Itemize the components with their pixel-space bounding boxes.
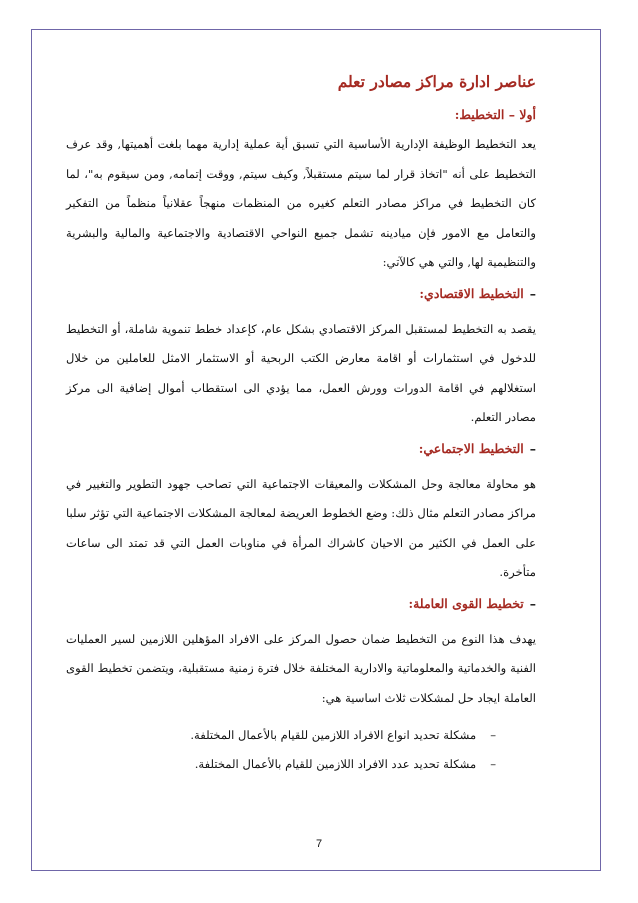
social-paragraph: هو محاولة معالجة وحل المشكلات والمعيقات الاجتماعية التي تصاحب جهود التطوير والتغيير في مراكز مصادر التعلم مثال ذلك: وضع الخطوط العريضة لمعالجة المشكلات الاجتماعية التي تؤثر سلبا على العمل في الكثير من الاحيان كاشراك المرأة في مناوبات العمل التي قد تمتد الى ساعات متأخرة. [66,476,536,579]
list-item-text: مشكلة تحديد انواع الافراد اللازمين للقيام بالأعمال المختلفة. [190,728,477,742]
page-number: 7 [315,838,323,850]
section-heading-planning: أولا – التخطيط: [454,107,536,122]
subheading-workforce [66,596,536,611]
workforce-paragraph: يهدف هذا النوع من التخطيط ضمان حصول المركز على الافراد المؤهلين اللازمين لسير العمليات الفنية والخدماتية والمعلوماتية والادارية المختلفة خلال فترة زمنية مستقبلية، ويتضمن تخطيط القوى العاملة ايجاد حل لمشكلات ثلاث اساسية هي: [66,631,536,705]
page-title: عناصر ادارة مراكز مصادر تعلم [337,72,536,91]
dash-marker: – [529,440,536,456]
subheading-social [66,441,536,456]
list-item [66,721,496,750]
economic-heading-text: التخطيط الاقتصادي: [419,285,524,301]
economic-paragraph: يقصد به التخطيط لمستقبل المركز الاقتصادي بشكل عام، كإعداد خطط تنموية شاملة، أو التخطيط للدخول في استثمارات أو اقامة معارض الكتب الربحية أو الاستثمار الامثل للعاملين من خلال استغلالهم في اقامة الدورات وورش العمل، مما يؤدي الى استقطاب أموال إضافية الى مركز مصادر التعلم. [66,321,536,424]
list-item [66,750,496,779]
dash-marker: – [490,757,496,771]
planning-paragraph: يعد التخطيط الوظيفة الإدارية الأساسية التي تسبق أية عملية إدارية مهما بلغت أهميتها, وقد عرف التخطيط على أنه "اتخاذ قرار لما سيتم مستقبلاً, وكيف سيتم, ووقت إتمامه, ومن سيقوم به"، لما كان التخطيط في مراكز مصادر التعلم كغيره من المنظمات منهجاً عقلانياً منظماً من التفكير والتعامل مع الامور فإن ميادينه تشمل جميع النواحي الاقتصادية والاجتماعية والمالية والبشرية والتنظيمية لها, والتي هي كالآتي: [66,137,536,269]
social-heading-text: التخطيط الاجتماعي: [418,440,524,456]
document-body [66,72,536,779]
workforce-heading-text: تخطيط القوى العاملة: [408,595,524,611]
dash-marker: – [529,595,536,611]
dash-marker: – [490,728,496,742]
subheading-economic [66,286,536,301]
list-item-text: مشكلة تحديد عدد الافراد اللازمين للقيام بالأعمال المختلفة. [194,757,477,771]
dash-marker: – [529,285,536,301]
workforce-problems-list [66,721,536,779]
